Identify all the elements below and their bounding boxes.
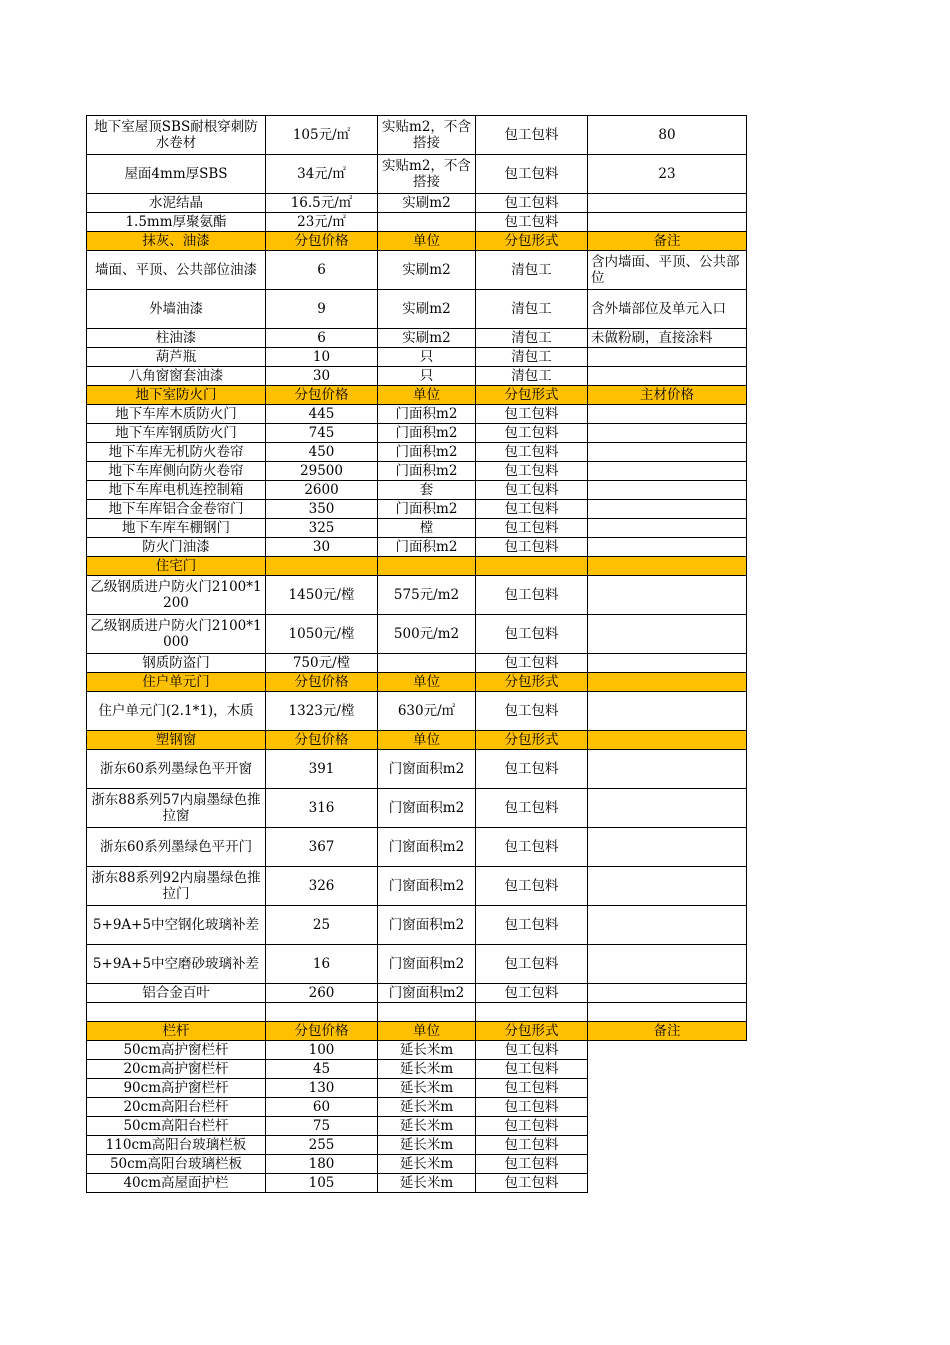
note-cell[interactable]	[588, 538, 747, 557]
item-name-cell[interactable]: 屋面4mm厚SBS	[87, 155, 266, 194]
item-name-cell[interactable]: 乙级钢质进户防火门2100*1200	[87, 576, 266, 615]
unit-cell[interactable]: 门窗面积m2	[378, 750, 476, 789]
item-name-cell[interactable]: 地下车库铝合金卷帘门	[87, 500, 266, 519]
table-row	[87, 405, 747, 424]
item-name-cell[interactable]: 50cm高护窗栏杆	[87, 1041, 266, 1060]
form-cell[interactable]: 包工包料	[476, 692, 588, 731]
item-name-cell[interactable]: 5+9A+5中空钢化玻璃补差	[87, 906, 266, 945]
item-name-cell[interactable]: 地下车库钢质防火门	[87, 424, 266, 443]
section-header-row	[87, 673, 747, 692]
section-header-row	[87, 731, 747, 750]
unit-cell[interactable]: 延长米m	[378, 1060, 476, 1079]
item-name-cell[interactable]	[87, 1003, 266, 1022]
table-row	[87, 789, 747, 828]
price-cell[interactable]: 445	[266, 405, 378, 424]
item-name-cell[interactable]: 浙东88系列57内扇墨绿色推拉窗	[87, 789, 266, 828]
form-cell[interactable]: 包工包料	[476, 405, 588, 424]
item-name-cell[interactable]: 地下车库车棚钢门	[87, 519, 266, 538]
price-cell[interactable]: 325	[266, 519, 378, 538]
unit-cell[interactable]: 门面积m2	[378, 424, 476, 443]
table-row	[87, 1117, 747, 1136]
note-cell[interactable]	[588, 984, 747, 1003]
unit-cell[interactable]: 单位	[378, 673, 476, 692]
empty-area	[588, 1136, 747, 1155]
note-cell[interactable]	[588, 367, 747, 386]
table-row	[87, 1041, 747, 1060]
price-cell[interactable]: 45	[266, 1060, 378, 1079]
price-table-body	[87, 116, 747, 1193]
form-cell[interactable]: 包工包料	[476, 481, 588, 500]
section-header-row	[87, 232, 747, 251]
form-cell[interactable]: 包工包料	[476, 789, 588, 828]
form-cell[interactable]: 清包工	[476, 367, 588, 386]
unit-cell[interactable]: 实贴m2，不含搭接	[378, 116, 476, 155]
price-cell[interactable]: 6	[266, 329, 378, 348]
table-row	[87, 867, 747, 906]
price-table	[86, 115, 747, 1193]
price-cell[interactable]: 180	[266, 1155, 378, 1174]
form-cell[interactable]: 包工包料	[476, 750, 588, 789]
unit-cell[interactable]: 延长米m	[378, 1041, 476, 1060]
table-row	[87, 329, 747, 348]
form-cell[interactable]: 包工包料	[476, 906, 588, 945]
unit-cell[interactable]	[378, 654, 476, 673]
form-cell[interactable]: 清包工	[476, 329, 588, 348]
table-row	[87, 538, 747, 557]
note-cell[interactable]: 80	[588, 116, 747, 155]
unit-cell[interactable]: 门窗面积m2	[378, 867, 476, 906]
note-cell[interactable]: 备注	[588, 1022, 747, 1041]
section-header-row	[87, 1022, 747, 1041]
unit-cell[interactable]: 门面积m2	[378, 405, 476, 424]
table-row	[87, 290, 747, 329]
table-row	[87, 1060, 747, 1079]
unit-cell[interactable]: 套	[378, 481, 476, 500]
table-row	[87, 1003, 747, 1022]
price-cell[interactable]: 350	[266, 500, 378, 519]
price-cell[interactable]: 6	[266, 251, 378, 290]
price-cell[interactable]: 分包价格	[266, 673, 378, 692]
form-cell[interactable]: 包工包料	[476, 1136, 588, 1155]
item-name-cell[interactable]: 防火门油漆	[87, 538, 266, 557]
note-cell[interactable]	[588, 424, 747, 443]
table-row	[87, 945, 747, 984]
unit-cell[interactable]: 门面积m2	[378, 500, 476, 519]
item-name-cell[interactable]: 水泥结晶	[87, 194, 266, 213]
form-cell[interactable]: 包工包料	[476, 194, 588, 213]
form-cell[interactable]: 包工包料	[476, 945, 588, 984]
empty-area	[588, 1041, 747, 1060]
form-cell[interactable]: 包工包料	[476, 1079, 588, 1098]
section-header-row	[87, 557, 747, 576]
unit-cell[interactable]: 实刷m2	[378, 290, 476, 329]
table-row	[87, 654, 747, 673]
empty-area	[588, 1098, 747, 1117]
note-cell[interactable]	[588, 906, 747, 945]
unit-cell[interactable]: 实刷m2	[378, 194, 476, 213]
unit-cell[interactable]: 实刷m2	[378, 251, 476, 290]
price-cell[interactable]: 1450元/樘	[266, 576, 378, 615]
table-row	[87, 1136, 747, 1155]
table-row	[87, 576, 747, 615]
table-row	[87, 155, 747, 194]
empty-area	[588, 1079, 747, 1098]
note-cell[interactable]	[588, 867, 747, 906]
unit-cell[interactable]: 延长米m	[378, 1117, 476, 1136]
item-name-cell[interactable]: 栏杆	[87, 1022, 266, 1041]
table-row	[87, 500, 747, 519]
table-row	[87, 424, 747, 443]
item-name-cell[interactable]: 抹灰、油漆	[87, 232, 266, 251]
item-name-cell[interactable]: 塑钢窗	[87, 731, 266, 750]
empty-area	[588, 1174, 747, 1193]
item-name-cell[interactable]: 钢质防盗门	[87, 654, 266, 673]
item-name-cell[interactable]: 地下室防火门	[87, 386, 266, 405]
unit-cell[interactable]	[378, 557, 476, 576]
note-cell[interactable]	[588, 654, 747, 673]
unit-cell[interactable]: 门面积m2	[378, 462, 476, 481]
form-cell[interactable]: 包工包料	[476, 576, 588, 615]
price-cell[interactable]: 105元/㎡	[266, 116, 378, 155]
item-name-cell[interactable]: 50cm高阳台栏杆	[87, 1117, 266, 1136]
item-name-cell[interactable]: 浙东60系列墨绿色平开窗	[87, 750, 266, 789]
form-cell[interactable]: 分包形式	[476, 386, 588, 405]
form-cell[interactable]: 分包形式	[476, 731, 588, 750]
unit-cell[interactable]: 门窗面积m2	[378, 789, 476, 828]
empty-area	[588, 1155, 747, 1174]
unit-cell[interactable]: 门面积m2	[378, 538, 476, 557]
note-cell[interactable]	[588, 500, 747, 519]
form-cell[interactable]	[476, 557, 588, 576]
price-cell[interactable]: 分包价格	[266, 1022, 378, 1041]
form-cell[interactable]: 包工包料	[476, 1155, 588, 1174]
form-cell[interactable]: 清包工	[476, 251, 588, 290]
price-cell[interactable]: 75	[266, 1117, 378, 1136]
form-cell[interactable]: 包工包料	[476, 828, 588, 867]
item-name-cell[interactable]: 地下车库侧向防火卷帘	[87, 462, 266, 481]
table-row	[87, 194, 747, 213]
note-cell[interactable]	[588, 945, 747, 984]
form-cell[interactable]: 包工包料	[476, 462, 588, 481]
form-cell[interactable]: 包工包料	[476, 1098, 588, 1117]
note-cell[interactable]	[588, 519, 747, 538]
table-row	[87, 984, 747, 1003]
unit-cell[interactable]: 单位	[378, 232, 476, 251]
item-name-cell[interactable]: 地下车库电机连控制箱	[87, 481, 266, 500]
note-cell[interactable]: 主材价格	[588, 386, 747, 405]
item-name-cell[interactable]: 墙面、平顶、公共部位油漆	[87, 251, 266, 290]
table-row	[87, 615, 747, 654]
form-cell[interactable]: 包工包料	[476, 538, 588, 557]
note-cell[interactable]	[588, 789, 747, 828]
unit-cell[interactable]: 单位	[378, 731, 476, 750]
note-cell[interactable]	[588, 213, 747, 232]
table-row	[87, 251, 747, 290]
price-cell[interactable]: 30	[266, 538, 378, 557]
item-name-cell[interactable]: 50cm高阳台玻璃栏板	[87, 1155, 266, 1174]
note-cell[interactable]: 含外墙部位及单元入口	[588, 290, 747, 329]
item-name-cell[interactable]: 90cm高护窗栏杆	[87, 1079, 266, 1098]
empty-area	[588, 1060, 747, 1079]
form-cell[interactable]: 包工包料	[476, 1041, 588, 1060]
empty-area	[588, 1117, 747, 1136]
form-cell[interactable]: 包工包料	[476, 867, 588, 906]
table-row	[87, 481, 747, 500]
unit-cell[interactable]: 延长米m	[378, 1079, 476, 1098]
item-name-cell[interactable]: 1.5mm厚聚氨酯	[87, 213, 266, 232]
table-row	[87, 1155, 747, 1174]
price-cell[interactable]: 25	[266, 906, 378, 945]
item-name-cell[interactable]: 20cm高护窗栏杆	[87, 1060, 266, 1079]
form-cell[interactable]: 包工包料	[476, 424, 588, 443]
table-row	[87, 443, 747, 462]
price-cell[interactable]: 326	[266, 867, 378, 906]
form-cell[interactable]: 分包形式	[476, 1022, 588, 1041]
item-name-cell[interactable]: 地下室屋顶SBS耐根穿刺防水卷材	[87, 116, 266, 155]
price-cell[interactable]: 130	[266, 1079, 378, 1098]
item-name-cell[interactable]: 住宅门	[87, 557, 266, 576]
price-cell[interactable]: 29500	[266, 462, 378, 481]
note-cell[interactable]	[588, 194, 747, 213]
note-cell[interactable]	[588, 731, 747, 750]
price-cell[interactable]: 9	[266, 290, 378, 329]
table-row	[87, 906, 747, 945]
form-cell[interactable]: 包工包料	[476, 519, 588, 538]
price-cell[interactable]: 10	[266, 348, 378, 367]
note-cell[interactable]	[588, 462, 747, 481]
note-cell[interactable]	[588, 750, 747, 789]
unit-cell[interactable]: 门窗面积m2	[378, 945, 476, 984]
note-cell[interactable]: 含内墙面、平顶、公共部位	[588, 251, 747, 290]
note-cell[interactable]	[588, 828, 747, 867]
form-cell[interactable]: 清包工	[476, 290, 588, 329]
unit-cell[interactable]: 实贴m2，不含搭接	[378, 155, 476, 194]
price-cell[interactable]: 60	[266, 1098, 378, 1117]
form-cell[interactable]	[476, 1003, 588, 1022]
item-name-cell[interactable]: 住户单元门	[87, 673, 266, 692]
price-cell[interactable]: 260	[266, 984, 378, 1003]
table-row	[87, 213, 747, 232]
unit-cell[interactable]: 延长米m	[378, 1155, 476, 1174]
form-cell[interactable]: 包工包料	[476, 1060, 588, 1079]
table-row	[87, 692, 747, 731]
unit-cell[interactable]	[378, 213, 476, 232]
unit-cell[interactable]: 门窗面积m2	[378, 984, 476, 1003]
table-row	[87, 367, 747, 386]
item-name-cell[interactable]: 地下车库木质防火门	[87, 405, 266, 424]
unit-cell[interactable]: 单位	[378, 1022, 476, 1041]
table-row	[87, 348, 747, 367]
note-cell[interactable]	[588, 673, 747, 692]
form-cell[interactable]: 包工包料	[476, 443, 588, 462]
table-row	[87, 462, 747, 481]
form-cell[interactable]: 包工包料	[476, 654, 588, 673]
item-name-cell[interactable]: 外墙油漆	[87, 290, 266, 329]
note-cell[interactable]	[588, 348, 747, 367]
price-cell[interactable]: 745	[266, 424, 378, 443]
unit-cell[interactable]: 500元/m2	[378, 615, 476, 654]
form-cell[interactable]: 包工包料	[476, 615, 588, 654]
item-name-cell[interactable]: 葫芦瓶	[87, 348, 266, 367]
table-row	[87, 1174, 747, 1193]
item-name-cell[interactable]: 浙东88系列92内扇墨绿色推拉门	[87, 867, 266, 906]
form-cell[interactable]: 包工包料	[476, 500, 588, 519]
table-row	[87, 750, 747, 789]
price-cell[interactable]: 2600	[266, 481, 378, 500]
price-cell[interactable]: 分包价格	[266, 386, 378, 405]
item-name-cell[interactable]: 乙级钢质进户防火门2100*1000	[87, 615, 266, 654]
note-cell[interactable]	[588, 615, 747, 654]
item-name-cell[interactable]: 柱油漆	[87, 329, 266, 348]
item-name-cell[interactable]: 5+9A+5中空磨砂玻璃补差	[87, 945, 266, 984]
note-cell[interactable]	[588, 576, 747, 615]
note-cell[interactable]	[588, 557, 747, 576]
table-row	[87, 1098, 747, 1117]
form-cell[interactable]: 包工包料	[476, 213, 588, 232]
item-name-cell[interactable]: 20cm高阳台栏杆	[87, 1098, 266, 1117]
section-header-row	[87, 386, 747, 405]
item-name-cell[interactable]: 110cm高阳台玻璃栏板	[87, 1136, 266, 1155]
price-cell[interactable]: 16.5元/㎡	[266, 194, 378, 213]
price-cell[interactable]: 391	[266, 750, 378, 789]
note-cell[interactable]	[588, 1003, 747, 1022]
price-cell[interactable]: 分包价格	[266, 232, 378, 251]
form-cell[interactable]: 分包形式	[476, 232, 588, 251]
note-cell[interactable]: 备注	[588, 232, 747, 251]
table-row	[87, 519, 747, 538]
note-cell[interactable]	[588, 405, 747, 424]
price-cell[interactable]: 1050元/樘	[266, 615, 378, 654]
item-name-cell[interactable]: 铝合金百叶	[87, 984, 266, 1003]
unit-cell[interactable]: 门窗面积m2	[378, 828, 476, 867]
item-name-cell[interactable]: 浙东60系列墨绿色平开门	[87, 828, 266, 867]
unit-cell[interactable]: 只	[378, 348, 476, 367]
unit-cell[interactable]: 实刷m2	[378, 329, 476, 348]
item-name-cell[interactable]: 40cm高屋面护栏	[87, 1174, 266, 1193]
price-cell[interactable]: 分包价格	[266, 731, 378, 750]
note-cell[interactable]: 未做粉刷，直接涂料	[588, 329, 747, 348]
unit-cell[interactable]	[378, 1003, 476, 1022]
price-cell[interactable]: 1323元/樘	[266, 692, 378, 731]
price-cell[interactable]: 255	[266, 1136, 378, 1155]
price-cell[interactable]: 450	[266, 443, 378, 462]
form-cell[interactable]: 包工包料	[476, 1174, 588, 1193]
price-cell[interactable]: 367	[266, 828, 378, 867]
unit-cell[interactable]: 延长米m	[378, 1136, 476, 1155]
price-cell[interactable]: 750元/樘	[266, 654, 378, 673]
price-cell[interactable]: 105	[266, 1174, 378, 1193]
item-name-cell[interactable]: 住户单元门(2.1*1)，木质	[87, 692, 266, 731]
price-cell[interactable]: 100	[266, 1041, 378, 1060]
form-cell[interactable]: 包工包料	[476, 1117, 588, 1136]
note-cell[interactable]: 23	[588, 155, 747, 194]
price-cell[interactable]	[266, 1003, 378, 1022]
unit-cell[interactable]: 单位	[378, 386, 476, 405]
price-cell[interactable]	[266, 557, 378, 576]
unit-cell[interactable]: 门窗面积m2	[378, 906, 476, 945]
table-row	[87, 1079, 747, 1098]
unit-cell[interactable]: 延长米m	[378, 1174, 476, 1193]
note-cell[interactable]	[588, 692, 747, 731]
table-row	[87, 828, 747, 867]
price-cell[interactable]: 316	[266, 789, 378, 828]
item-name-cell[interactable]: 地下车库无机防火卷帘	[87, 443, 266, 462]
unit-cell[interactable]: 630元/㎡	[378, 692, 476, 731]
unit-cell[interactable]: 樘	[378, 519, 476, 538]
unit-cell[interactable]: 延长米m	[378, 1098, 476, 1117]
note-cell[interactable]	[588, 443, 747, 462]
unit-cell[interactable]: 575元/m2	[378, 576, 476, 615]
form-cell[interactable]: 清包工	[476, 348, 588, 367]
form-cell[interactable]: 包工包料	[476, 116, 588, 155]
item-name-cell[interactable]: 八角窗窗套油漆	[87, 367, 266, 386]
table-row	[87, 116, 747, 155]
note-cell[interactable]	[588, 481, 747, 500]
price-cell[interactable]: 16	[266, 945, 378, 984]
form-cell[interactable]: 分包形式	[476, 673, 588, 692]
unit-cell[interactable]: 只	[378, 367, 476, 386]
price-cell[interactable]: 30	[266, 367, 378, 386]
price-cell[interactable]: 23元/㎡	[266, 213, 378, 232]
price-cell[interactable]: 34元/㎡	[266, 155, 378, 194]
form-cell[interactable]: 包工包料	[476, 984, 588, 1003]
unit-cell[interactable]: 门面积m2	[378, 443, 476, 462]
form-cell[interactable]: 包工包料	[476, 155, 588, 194]
